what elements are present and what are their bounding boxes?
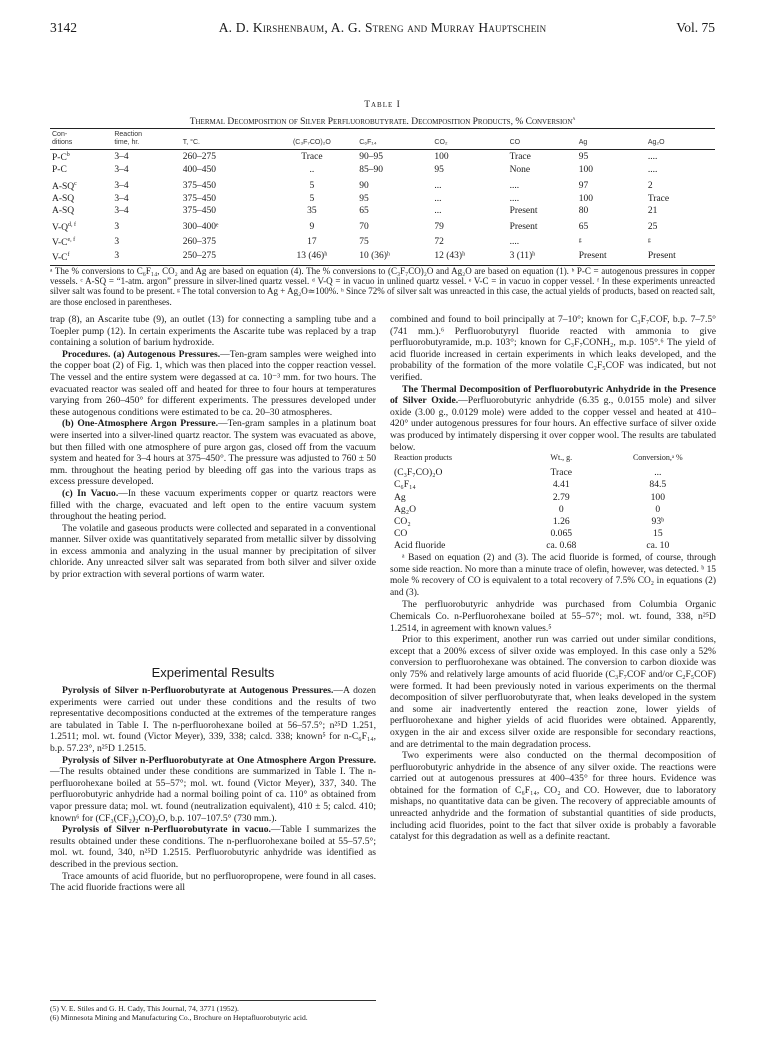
table-cell: Trace <box>509 151 531 162</box>
paragraph: trap (8), an Ascarite tube (9), an outlet (13) for connecting a sampling tube and a Toepler pump (12). In certain experiments the Ascarite tube was replaced by a trap containing a solution of barium hydroxide. <box>50 314 376 349</box>
paragraph: The Thermal Decomposition of Perfluorobutyric Anhydride in the Presence of Silver Oxide.—Perfluorobutyric anhydride (6.35 g., 0.0155 mole) and silver oxide (3.00 g., 0.0129 mole) were added to the copper vessel and heated at 410–420° under autogenous pressures for four hours. An effective surface of silver oxide was produced by intimately dispersing it over copper wool. The results are tabulated below. <box>390 383 716 453</box>
table-row <box>390 504 716 516</box>
table-cell: 79 <box>434 221 444 232</box>
table-cell: 250–275 <box>181 250 267 265</box>
page-header <box>50 20 715 38</box>
paragraph: combined and found to boil principally at 7–10°; known for C₃F₇COF, b.p. 7–7.5° (741 mm.).⁶ Perfluorobutyryl fluoride reacted with ammonia to give perfluorobutyramide, m.p. 103°; known for C₃F₇CONH₂, m.p. 105°.⁶ The yield of acid fluoride increased in certain experiments in which leaks developed, and the probability of the formation of the more volatile C₂F₅COF was indicated, but not verified. <box>390 314 716 383</box>
table-cell: 260–375 <box>182 236 217 247</box>
table-cell: 12 (43)ʰ <box>432 250 507 265</box>
paragraph: The volatile and gaseous products were collected and separated in a conventional manner. Silver oxide was quantitatively separated from metallic silver by dissolving in excess ammonia and analyzing in the usual manner by precipitation of silver chloride. Any unreacted silver salt was separated from both silver and silver oxide by prior extraction with several portions of warm water. <box>50 522 376 581</box>
table-row <box>390 540 716 552</box>
paragraph: Prior to this experiment, another run was carried out under similar conditions, except that a 200% excess of silver oxide was employed. In this case only a 52% conversion to perfluorohexane was obtained. The conversion to carbon dioxide was only 75% and relatively large amounts of acid fluoride (C₃F₇COF and/or C₂F₅COF) were formed. It had been previously noted in various experiments on the thermal decomposition of silver perfluorobutyrate that, when leaks developed in the system and some air inadvertently entered the reaction zone, lower yields of perfluorohexane and higher yields of acid fluorides were obtained. Apparently, oxygen in the air and excess silver oxide are responsible for secondary reactions, and are detrimental to the main degradation process. <box>390 634 716 750</box>
table-cell: 75 <box>359 236 369 247</box>
table-cell: P-C <box>52 164 67 175</box>
table-cell: 100 <box>650 491 666 503</box>
table-row <box>50 217 715 235</box>
right-column-bottom <box>390 553 716 843</box>
table2-header: Conversion,ᵃ % <box>632 453 683 462</box>
table-cell: 2.79 <box>552 491 570 503</box>
table1-header: C₆F₁₄ <box>357 129 432 150</box>
table-cell: ᵍ <box>578 236 582 247</box>
table-cell: Acid fluoride <box>394 540 446 552</box>
table-cell: 9 <box>309 221 315 232</box>
table-cell: 375–450 <box>182 194 217 205</box>
table-cell: 5 <box>309 194 315 205</box>
table-cell: Present <box>509 221 538 232</box>
table-cell: 375–450 <box>182 205 217 216</box>
reference: (5) V. E. Stiles and G. H. Cady, This Journal, 74, 3771 (1952). <box>50 1004 239 1013</box>
table-row <box>390 479 716 491</box>
table-cell: ... <box>434 180 442 191</box>
table-cell: 300–400ᵉ <box>182 221 219 232</box>
table1-header: Con- ditions <box>50 129 112 150</box>
table-cell: .... <box>647 164 658 175</box>
table-cell: (C₃F₇CO)₂O <box>394 467 443 479</box>
paragraph: (b) One-Atmosphere Argon Pressure.—Ten-gram samples in a platinum boat were inserted into a silver-lined quartz reactor. The system was evacuated as above, but then filled with one atmosphere of pure argon gas, closed off from the vacuum system and heated for 3–4 hours at 375–450°. The pressure was adjusted to 760 ± 50 mm. throughout the heating period by bleeding off gas into the various traps as excess pressure developed. <box>50 418 376 488</box>
table-cell: 3 <box>112 250 180 265</box>
table-cell: $V-C^f$ <box>50 250 112 265</box>
table-cell: Trace <box>550 467 573 479</box>
table-cell: CO <box>394 528 408 540</box>
table1 <box>50 128 715 266</box>
table-cell: 3–4 <box>114 194 129 205</box>
table-cell: Present <box>646 250 715 265</box>
paragraph: Procedures. (a) Autogenous Pressures.—Ten-gram samples were weighed into the copper boat (2) of Fig. 1, which was then placed into the copper reaction vessel. The vessel and the entire system were degassed at ca. 10⁻³ mm. for two hours. The evacuated reactor was sealed off and heated for three to four hours at temperatures varying from 260–450° for different experiments. The pressures developed under these autogenous conditions were estimated to be ca. 20–30 atmospheres. <box>50 348 377 418</box>
left-column-top <box>50 314 376 581</box>
table-cell: 25 <box>647 221 658 232</box>
table-cell: A-SQ <box>52 205 75 216</box>
table1-footnote: ᵃ The % conversions to C₆F₁₄, CO₂ and Ag are based on equation (4). The % conversions to (C₃F₇CO)₂O and Ag₂O are based on equation (1). ᵇ P-C = autogenous pressures in copper vessels. ᶜ A-SQ = “1-atm. argon” pressure in silver-lined quartz vessel. ᵈ V-Q = in vacuo in unlined quartz vessel. ᵉ V-C = in vacuo in copper vessel. ᶠ In these experiments unreacted silver salt was found to be present. ᵍ The total conversion to Ag + Ag₂O≃100%. ʰ Since 72% of silver salt was unreacted in this case, the actual yields of products, based on reacted salt, are those enclosed in parentheses. <box>50 266 715 307</box>
table-cell: 1.26 <box>552 516 570 528</box>
table-row <box>50 150 715 165</box>
table-cell: 93ᵇ <box>651 516 665 528</box>
table-cell: 0 <box>655 503 661 515</box>
table2-header: Reaction products <box>394 453 452 462</box>
paragraph: Pyrolysis of Silver n-Perfluorobutyrate at One Atmosphere Argon Pressure.—The results obtained under these conditions are summarized in Table I. The n-perfluorohexane boiled at 55–57°; mol. wt. found (Victor Meyer), 337, 340. The perfluorobutyric anhydride had a normal boiling point of ca. 110° as obtained from vapor pressure data; mol. wt. found (neutralization equivalent), 410 ± 5; calcd. 410; known⁶ for (CF₃(CF₂)₂CO)₂O, b.p. 107–107.5° (730 mm.). <box>50 754 376 824</box>
table-cell: 85–90 <box>359 164 383 175</box>
paragraph: Pyrolysis of Silver n-Perfluorobutyrate at Autogenous Pressures.—A dozen experiments were carried out under these conditions and the results of two representative decompositions conducted at the extremes of the temperature ranges are tabulated in Table I. The n-perfluorohexane boiled at 56–57.5°; n²⁵D 1.251, 1.2511; mol. wt. found (Victor Meyer), 339, 338; calcd. 338; known⁵ for n-C₆F₁₄, b.p. 57.23°, n²⁵D 1.2515. <box>50 685 376 754</box>
table1-header: T, °C. <box>181 129 267 150</box>
table2-header: Wt., g. <box>550 453 573 462</box>
table1-header: Ag₂O <box>646 129 715 150</box>
left-column-bottom <box>50 685 376 894</box>
table-row <box>50 206 715 218</box>
page-number: 3142 <box>50 20 77 35</box>
table1-header: CO₂ <box>432 129 507 150</box>
table-cell: 260–275 <box>182 151 217 162</box>
table-cell: 3 (11)ʰ <box>508 250 577 265</box>
table-cell: 3–4 <box>114 180 129 191</box>
table-cell: $V-Q^{d, f}$ <box>52 222 77 234</box>
section-heading: Experimental Results <box>151 665 275 680</box>
table-row <box>390 467 716 479</box>
table-cell: 72 <box>434 236 444 247</box>
running-authors: A. D. Kirshenbaum, A. G. Streng and Murray Hauptschein <box>218 20 547 35</box>
table-cell: ca. 0.68 <box>546 540 577 552</box>
table1-header: CO <box>508 129 577 150</box>
table-cell: 95 <box>434 164 444 175</box>
table-cell: 65 <box>578 221 589 232</box>
table-cell: 5 <box>309 180 315 191</box>
table-cell: 400–450 <box>182 164 217 175</box>
table-cell: C₆F₁₄ <box>394 479 416 491</box>
table2 <box>390 452 716 553</box>
table-cell: Present <box>509 205 538 216</box>
table-cell: 375–450 <box>182 180 217 191</box>
volume-label: Vol. 75 <box>676 20 715 35</box>
table-cell: 3–4 <box>114 205 129 216</box>
table-cell: 35 <box>307 205 317 216</box>
table-cell: 100 <box>578 194 593 205</box>
table-cell: 90–95 <box>359 151 383 162</box>
table2-note: ᵃ Based on equation (2) and (3). The acid fluoride is formed, of course, through some side reaction. No more than a minute trace of olefin, however, was detected. ᵇ 15 mole % recovery of CO is equivalent to a total recovery of 7.5% CO₂ in equations (2) and (3). <box>390 553 716 598</box>
table-cell: 95 <box>359 194 369 205</box>
table-cell: .... <box>509 236 520 247</box>
table-row <box>50 250 715 265</box>
table-cell: Ag₂O <box>394 503 416 515</box>
table-cell: 17 <box>307 236 317 247</box>
table-row <box>390 492 716 504</box>
table-cell: $V-C^{e, f}$ <box>52 237 76 249</box>
table-cell: ... <box>434 205 442 216</box>
table-cell: 3–4 <box>114 164 129 175</box>
table-row <box>50 194 715 206</box>
table-cell: ... <box>434 194 442 205</box>
table-cell: .... <box>509 180 520 191</box>
table-cell: $A-SQ^c$ <box>52 181 77 193</box>
table1-header: Ag <box>577 129 646 150</box>
table-cell: 3 <box>114 236 120 247</box>
reference: (6) Minnesota Mining and Manufacturing Co., Brochure on Heptafluorobutyric acid. <box>50 1013 308 1023</box>
table-cell: ca. 10 <box>646 540 670 552</box>
table-cell: 15 <box>653 528 663 540</box>
table-cell: 10 (36)ʰ <box>357 250 432 265</box>
table-cell: Trace <box>301 151 323 162</box>
table-cell: 2 <box>647 180 653 191</box>
table-cell: 90 <box>359 180 369 191</box>
table1-header: (C₃F₇CO)₂O <box>267 129 358 150</box>
table-cell: 65 <box>359 205 369 216</box>
table-cell: 4.41 <box>552 479 570 491</box>
table1-caption: Thermal Decomposition of Silver Perfluorobutyrate. Decomposition Products, % Conversion$^a$ <box>189 116 576 128</box>
paragraph: Trace amounts of acid fluoride, but no perfluoropropene, were found in all cases. The acid fluoride fractions were all <box>50 870 376 894</box>
table-row <box>50 165 715 177</box>
table-cell: .. <box>309 164 315 175</box>
table-row <box>50 235 715 250</box>
table-cell: None <box>509 164 531 175</box>
table1-header: Reaction time, hr. <box>112 129 180 150</box>
table-cell: 3–4 <box>114 151 129 162</box>
table-row <box>390 516 716 528</box>
references <box>50 1000 376 1023</box>
table-cell: 100 <box>578 164 593 175</box>
paragraph: (c) In Vacuo.—In these vacuum experiments copper or quartz reactors were filled with the charge, evacuated and left open to the entire vacuum system throughout the heating period. <box>50 487 376 523</box>
table-cell: 0 <box>558 503 564 515</box>
paragraph: Two experiments were also conducted on the thermal decomposition of perfluorobutyric anhydride in the absence of any silver oxide. The reactions were carried out at autogenous pressures at 400–435° for three hours. Evidence was obtained for the formation of C₆F₁₄, CO₂ and CO. However, due to laboratory mishaps, no quantitative data can be given. The recovery of appreciable amounts of unreacted anhydride and the formation of substantial quantities of side products, including acid fluorides, point to the fact that silver oxide is probably a favorable catalyst for this degradation as well as a definite reactant. <box>390 750 716 843</box>
table-cell: Trace <box>647 194 670 205</box>
table-cell: 13 (46)ʰ <box>267 250 358 265</box>
table-cell: 80 <box>578 205 589 216</box>
table-cell: CO₂ <box>394 516 411 528</box>
table-cell: 3 <box>114 221 120 232</box>
table-cell: 84.5 <box>649 479 667 491</box>
table-cell: .... <box>509 194 520 205</box>
table-cell: ... <box>654 467 662 479</box>
table-cell: Ag <box>394 491 406 503</box>
table-row <box>50 176 715 194</box>
table-cell: $P-C^b$ <box>52 152 70 164</box>
table-cell: 100 <box>434 151 449 162</box>
table-row <box>390 528 716 540</box>
table-cell: 97 <box>578 180 589 191</box>
table-cell: 0.065 <box>550 528 573 540</box>
table-cell: .... <box>647 151 658 162</box>
table-cell: 21 <box>647 205 658 216</box>
table-cell: ᵍ <box>647 236 651 247</box>
table1-label: Table I <box>364 100 401 110</box>
paragraph: The perfluorobutyric anhydride was purchased from Columbia Organic Chemicals Co. n-Perfluorohexane boiled at 55–57°; mol. wt. found, 338, n²⁵D 1.2514, in agreement with known values.⁵ <box>390 599 716 634</box>
table-cell: A-SQ <box>52 194 75 205</box>
table-cell: 95 <box>578 151 589 162</box>
paragraph: Pyrolysis of Silver n-Perfluorobutyrate in vacuo.—Table I summarizes the results obtained under these conditions. The n-perfluorohexane boiled at 55–57.5°; mol. wt. found, 340, n²⁵D 1.2515. Perfluorobutyric anhydride was identified as described in the previous section. <box>50 824 376 870</box>
right-column-top <box>390 314 716 453</box>
table-cell: Present <box>577 250 646 265</box>
table-cell: 70 <box>359 221 369 232</box>
